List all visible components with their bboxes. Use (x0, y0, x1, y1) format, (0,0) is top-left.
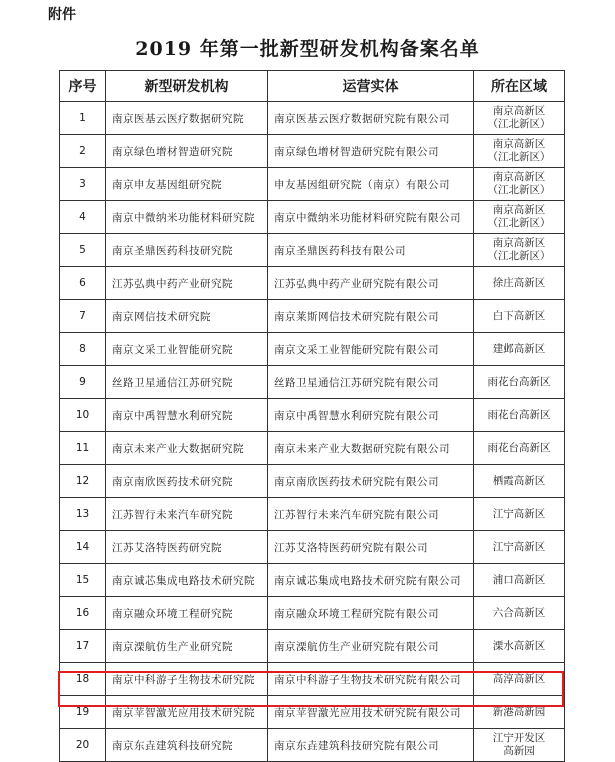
region-line-2: （江北新区） (487, 151, 551, 163)
table-row (60, 663, 565, 696)
row-index: 5 (60, 234, 106, 267)
region-line-2: （江北新区） (487, 217, 551, 229)
region-line-1: 徐庄高新区 (492, 276, 546, 289)
institution-name: 南京网信技术研究院 (106, 300, 268, 333)
operating-entity: 南京中科游子生物技术研究院有限公司 (268, 663, 474, 696)
table-row (60, 135, 565, 168)
region-cell (474, 663, 565, 696)
region-line-1: 新港高新园 (492, 705, 546, 718)
operating-entity: 南京医基云医疗数据研究院有限公司 (268, 102, 474, 135)
header-institution: 新型研发机构 (106, 71, 268, 102)
table-body (60, 102, 565, 762)
operating-entity: 南京苹智激光应用技术研究院有限公司 (268, 696, 474, 729)
operating-entity: 南京绿色增材智造研究院有限公司 (268, 135, 474, 168)
table-row (60, 696, 565, 729)
institution-name: 南京申友基因组研究院 (106, 168, 268, 201)
row-index: 9 (60, 366, 106, 399)
region-cell (474, 432, 565, 465)
institution-name: 南京中微纳米功能材料研究院 (106, 201, 268, 234)
table-row (60, 234, 565, 267)
header-entity: 运营实体 (268, 71, 474, 102)
table-row (60, 201, 565, 234)
region-cell (474, 135, 565, 168)
row-index: 1 (60, 102, 106, 135)
operating-entity: 南京圣鼎医药科技有限公司 (268, 234, 474, 267)
region-line-1: 栖霞高新区 (492, 474, 546, 487)
region-line-1: 白下高新区 (492, 309, 546, 322)
table-row (60, 300, 565, 333)
row-index: 13 (60, 498, 106, 531)
region-cell (474, 168, 565, 201)
region-line-1: 高淳高新区 (492, 672, 546, 685)
operating-entity: 申友基因组研究院（南京）有限公司 (268, 168, 474, 201)
institution-name: 南京诚芯集成电路技术研究院 (106, 564, 268, 597)
row-index: 2 (60, 135, 106, 168)
institution-name: 南京东垚建筑科技研究院 (106, 729, 268, 762)
operating-entity: 江苏弘典中药产业研究院有限公司 (268, 267, 474, 300)
row-index: 7 (60, 300, 106, 333)
row-index: 3 (60, 168, 106, 201)
region-line-1: 建邺高新区 (492, 342, 546, 355)
region-line-1: 江宁高新区 (492, 540, 546, 553)
operating-entity: 南京文采工业智能研究院有限公司 (268, 333, 474, 366)
table-row (60, 399, 565, 432)
region-cell (474, 498, 565, 531)
row-index: 6 (60, 267, 106, 300)
region-cell (474, 531, 565, 564)
table-row (60, 630, 565, 663)
region-line-1: 六合高新区 (492, 606, 546, 619)
region-cell (474, 333, 565, 366)
institution-name: 江苏弘典中药产业研究院 (106, 267, 268, 300)
operating-entity: 南京东垚建筑科技研究院有限公司 (268, 729, 474, 762)
institution-name: 丝路卫星通信江苏研究院 (106, 366, 268, 399)
institution-name: 南京圣鼎医药科技研究院 (106, 234, 268, 267)
region-cell (474, 564, 565, 597)
table-row (60, 333, 565, 366)
table-row (60, 366, 565, 399)
table-row (60, 432, 565, 465)
institution-name: 南京苹智激光应用技术研究院 (106, 696, 268, 729)
table-header-row (60, 71, 565, 102)
attachment-label: 附件 (48, 7, 76, 23)
operating-entity: 丝路卫星通信江苏研究院有限公司 (268, 366, 474, 399)
operating-entity: 南京莱斯网信技术研究院有限公司 (268, 300, 474, 333)
operating-entity: 南京南欣医药技术研究院有限公司 (268, 465, 474, 498)
table-row (60, 564, 565, 597)
institution-name: 南京中科游子生物技术研究院 (106, 663, 268, 696)
region-line-1: 溧水高新区 (492, 639, 546, 652)
operating-entity: 南京中禹智慧水利研究院有限公司 (268, 399, 474, 432)
institution-name: 江苏智行未来汽车研究院 (106, 498, 268, 531)
row-index: 17 (60, 630, 106, 663)
region-cell (474, 630, 565, 663)
institution-name: 南京未来产业大数据研究院 (106, 432, 268, 465)
region-cell (474, 729, 565, 762)
institution-name: 南京文采工业智能研究院 (106, 333, 268, 366)
institution-name: 南京南欣医药技术研究院 (106, 465, 268, 498)
row-index: 12 (60, 465, 106, 498)
table-row (60, 267, 565, 300)
row-index: 10 (60, 399, 106, 432)
region-line-1: 南京高新区 (492, 171, 546, 183)
institution-name: 南京中禹智慧水利研究院 (106, 399, 268, 432)
region-cell (474, 399, 565, 432)
institution-name: 江苏艾洛特医药研究院 (106, 531, 268, 564)
region-line-1: 南京高新区 (492, 204, 546, 216)
table-row (60, 498, 565, 531)
table-row (60, 531, 565, 564)
table-row (60, 102, 565, 135)
region-line-1: 江宁开发区 (492, 732, 546, 744)
table-row (60, 465, 565, 498)
operating-entity: 江苏艾洛特医药研究院有限公司 (268, 531, 474, 564)
row-index: 15 (60, 564, 106, 597)
region-cell (474, 696, 565, 729)
region-line-2: 高新园 (503, 745, 535, 757)
region-line-2: （江北新区） (487, 250, 551, 262)
row-index: 19 (60, 696, 106, 729)
row-index: 20 (60, 729, 106, 762)
row-index: 14 (60, 531, 106, 564)
region-cell (474, 102, 565, 135)
row-index: 16 (60, 597, 106, 630)
table-row (60, 729, 565, 762)
region-line-1: 南京高新区 (492, 138, 546, 150)
region-cell (474, 465, 565, 498)
row-index: 18 (60, 663, 106, 696)
region-line-2: （江北新区） (487, 184, 551, 196)
row-index: 8 (60, 333, 106, 366)
operating-entity: 江苏智行未来汽车研究院有限公司 (268, 498, 474, 531)
operating-entity: 南京诚芯集成电路技术研究院有限公司 (268, 564, 474, 597)
row-index: 11 (60, 432, 106, 465)
region-line-1: 雨花台高新区 (487, 441, 551, 454)
region-cell (474, 201, 565, 234)
institution-name: 南京医基云医疗数据研究院 (106, 102, 268, 135)
header-index: 序号 (60, 71, 106, 102)
row-index: 4 (60, 201, 106, 234)
region-line-1: 南京高新区 (492, 237, 546, 249)
institution-name: 南京绿色增材智造研究院 (106, 135, 268, 168)
region-line-1: 雨花台高新区 (487, 408, 551, 421)
document-title: 2019 年第一批新型研发机构备案名单 (135, 38, 480, 60)
operating-entity: 南京中微纳米功能材料研究院有限公司 (268, 201, 474, 234)
institution-name: 南京溧航仿生产业研究院 (106, 630, 268, 663)
region-cell (474, 300, 565, 333)
operating-entity: 南京溧航仿生产业研究院有限公司 (268, 630, 474, 663)
operating-entity: 南京融众环境工程研究院有限公司 (268, 597, 474, 630)
table-row (60, 597, 565, 630)
region-cell (474, 234, 565, 267)
region-line-1: 雨花台高新区 (487, 375, 551, 388)
region-cell (474, 597, 565, 630)
region-line-1: 浦口高新区 (492, 573, 546, 586)
table-row (60, 168, 565, 201)
region-cell (474, 267, 565, 300)
region-line-2: （江北新区） (487, 118, 551, 130)
header-region: 所在区域 (474, 71, 565, 102)
operating-entity: 南京未来产业大数据研究院有限公司 (268, 432, 474, 465)
region-line-1: 江宁高新区 (492, 507, 546, 520)
region-cell (474, 366, 565, 399)
region-line-1: 南京高新区 (492, 105, 546, 117)
institution-table (59, 70, 565, 762)
institution-name: 南京融众环境工程研究院 (106, 597, 268, 630)
